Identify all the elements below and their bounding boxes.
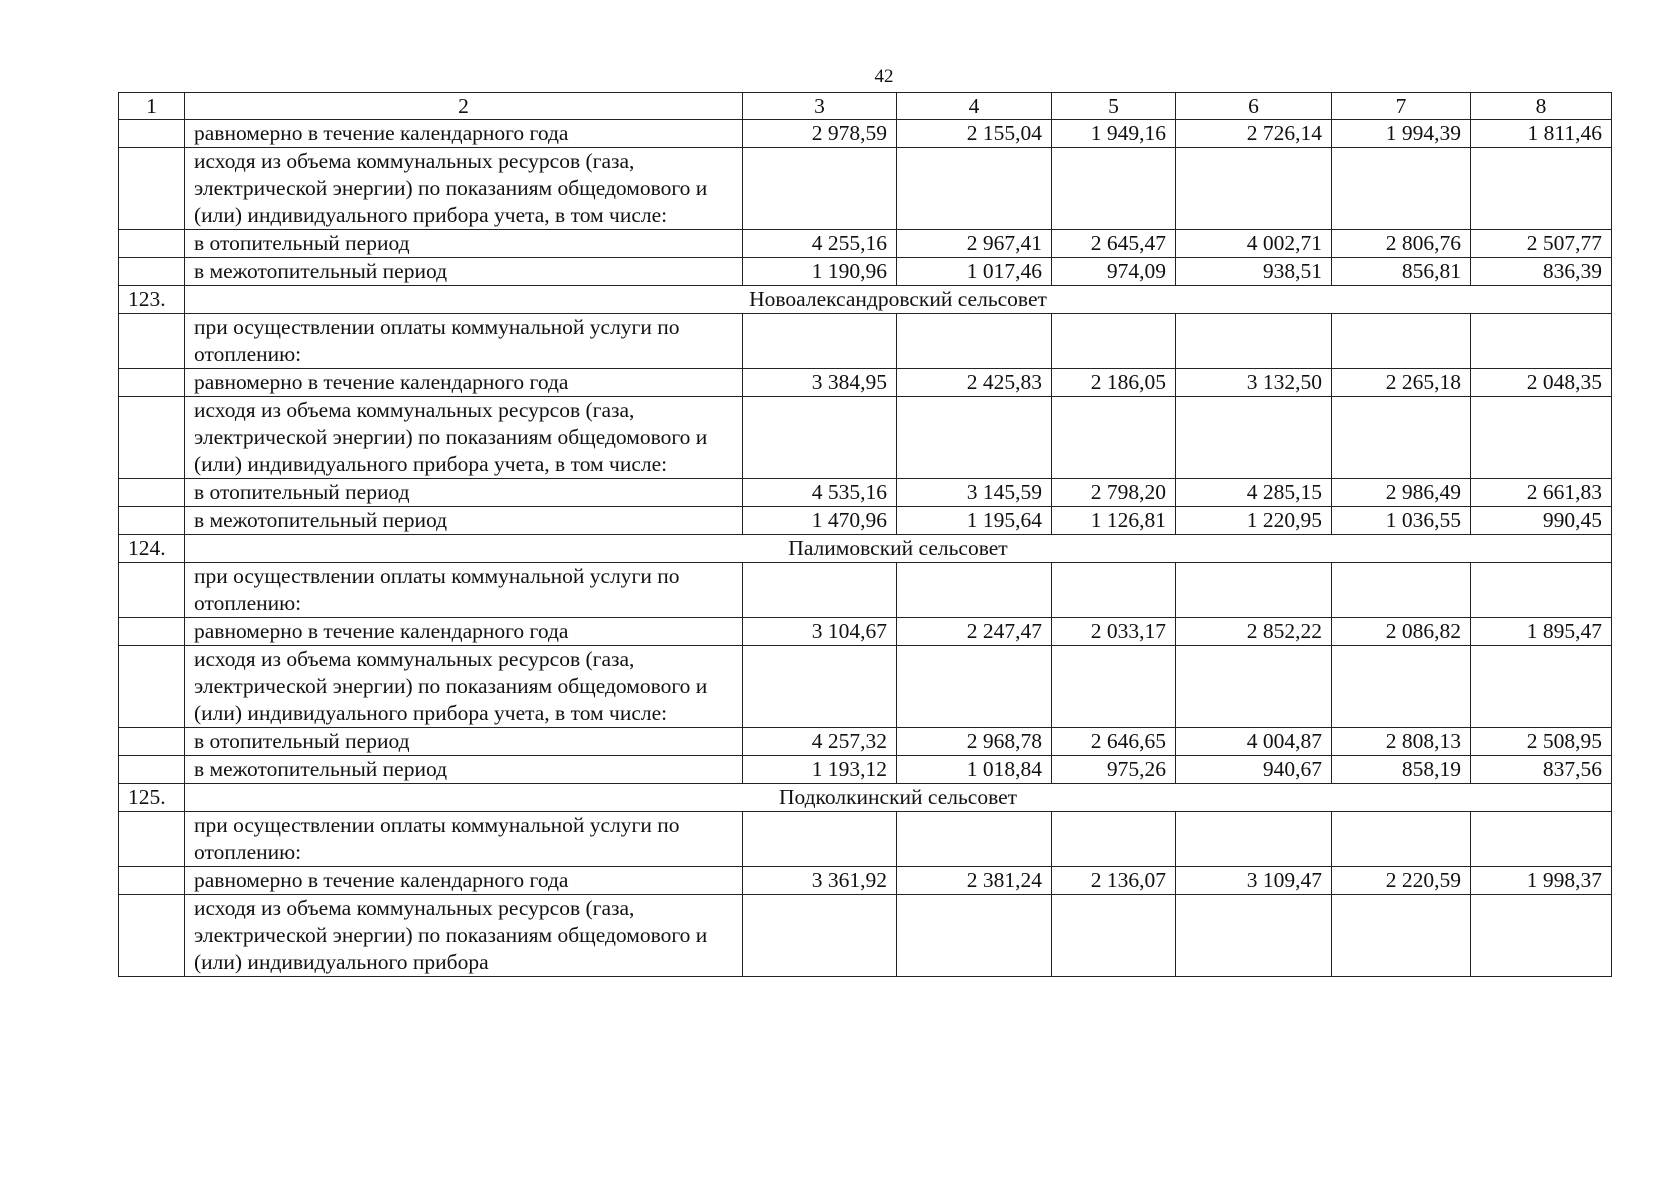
value-cell <box>743 397 897 479</box>
column-header: 2 <box>185 93 743 120</box>
table-row <box>119 397 1612 479</box>
value-cell: 1 994,39 <box>1332 120 1471 148</box>
section-number: 125. <box>119 784 185 812</box>
value-cell: 3 104,67 <box>743 618 897 646</box>
value-cell: 1 470,96 <box>743 507 897 535</box>
value-cell: 3 132,50 <box>1176 369 1332 397</box>
value-cell: 858,19 <box>1332 756 1471 784</box>
value-cell: 3 145,59 <box>897 479 1052 507</box>
column-header: 1 <box>119 93 185 120</box>
row-number-cell <box>119 895 185 977</box>
value-cell: 2 033,17 <box>1052 618 1176 646</box>
row-description: исходя из объема коммунальных ресурсов (газа, электрической энергии) по показаниям общедомового и (или) индивидуального прибора учета, в том числе: <box>185 148 743 230</box>
tariff-table <box>118 92 1612 977</box>
row-number-cell <box>119 728 185 756</box>
table-row <box>119 479 1612 507</box>
table-row <box>119 728 1612 756</box>
value-cell <box>1471 646 1612 728</box>
table-row <box>119 756 1612 784</box>
value-cell: 2 646,65 <box>1052 728 1176 756</box>
value-cell: 2 726,14 <box>1176 120 1332 148</box>
row-description: исходя из объема коммунальных ресурсов (газа, электрической энергии) по показаниям общедомового и (или) индивидуального прибора учета, в том числе: <box>185 646 743 728</box>
row-number-cell <box>119 230 185 258</box>
value-cell <box>1332 812 1471 867</box>
value-cell <box>743 812 897 867</box>
row-number-cell <box>119 258 185 286</box>
value-cell <box>1176 812 1332 867</box>
value-cell: 2 967,41 <box>897 230 1052 258</box>
value-cell <box>1471 148 1612 230</box>
value-cell: 2 265,18 <box>1332 369 1471 397</box>
value-cell: 2 978,59 <box>743 120 897 148</box>
value-cell <box>743 563 897 618</box>
row-description: равномерно в течение календарного года <box>185 369 743 397</box>
value-cell: 3 109,47 <box>1176 867 1332 895</box>
table-row <box>119 507 1612 535</box>
value-cell: 2 645,47 <box>1052 230 1176 258</box>
table-row <box>119 230 1612 258</box>
value-cell: 2 048,35 <box>1471 369 1612 397</box>
section-number: 123. <box>119 286 185 314</box>
value-cell <box>1332 563 1471 618</box>
value-cell <box>1471 314 1612 369</box>
value-cell: 2 507,77 <box>1471 230 1612 258</box>
value-cell <box>743 895 897 977</box>
value-cell: 4 285,15 <box>1176 479 1332 507</box>
table-row <box>119 895 1612 977</box>
value-cell <box>1176 646 1332 728</box>
row-number-cell <box>119 618 185 646</box>
table-row <box>119 867 1612 895</box>
value-cell: 2 806,76 <box>1332 230 1471 258</box>
value-cell <box>1471 812 1612 867</box>
value-cell <box>897 563 1052 618</box>
value-cell <box>1176 895 1332 977</box>
row-description: равномерно в течение календарного года <box>185 867 743 895</box>
row-number-cell <box>119 812 185 867</box>
value-cell <box>1332 314 1471 369</box>
column-header: 3 <box>743 93 897 120</box>
value-cell: 3 384,95 <box>743 369 897 397</box>
value-cell <box>897 646 1052 728</box>
value-cell: 975,26 <box>1052 756 1176 784</box>
value-cell: 2 968,78 <box>897 728 1052 756</box>
value-cell: 2 661,83 <box>1471 479 1612 507</box>
section-title: Палимовский сельсовет <box>185 535 1612 563</box>
section-number: 124. <box>119 535 185 563</box>
row-description: при осуществлении оплаты коммунальной услуги по отоплению: <box>185 812 743 867</box>
value-cell: 2 136,07 <box>1052 867 1176 895</box>
value-cell: 1 998,37 <box>1471 867 1612 895</box>
table-row <box>119 563 1612 618</box>
table-row <box>119 148 1612 230</box>
value-cell: 2 425,83 <box>897 369 1052 397</box>
value-cell: 2 086,82 <box>1332 618 1471 646</box>
row-description: исходя из объема коммунальных ресурсов (газа, электрической энергии) по показаниям общедомового и (или) индивидуального прибора учета, в том числе: <box>185 397 743 479</box>
row-number-cell <box>119 756 185 784</box>
value-cell: 1 190,96 <box>743 258 897 286</box>
value-cell: 4 002,71 <box>1176 230 1332 258</box>
value-cell <box>897 397 1052 479</box>
value-cell: 938,51 <box>1176 258 1332 286</box>
value-cell <box>1052 397 1176 479</box>
row-description: при осуществлении оплаты коммунальной услуги по отоплению: <box>185 563 743 618</box>
column-header: 8 <box>1471 93 1612 120</box>
value-cell <box>897 812 1052 867</box>
column-header: 6 <box>1176 93 1332 120</box>
value-cell: 2 808,13 <box>1332 728 1471 756</box>
value-cell: 1 193,12 <box>743 756 897 784</box>
table-row <box>119 618 1612 646</box>
row-description: в отопительный период <box>185 479 743 507</box>
value-cell: 1 036,55 <box>1332 507 1471 535</box>
row-number-cell <box>119 120 185 148</box>
value-cell: 2 852,22 <box>1176 618 1332 646</box>
row-description: в межотопительный период <box>185 756 743 784</box>
row-number-cell <box>119 563 185 618</box>
row-number-cell <box>119 314 185 369</box>
value-cell <box>1332 148 1471 230</box>
table-row <box>119 369 1612 397</box>
row-description: исходя из объема коммунальных ресурсов (газа, электрической энергии) по показаниям общедомового и (или) индивидуального прибора <box>185 895 743 977</box>
value-cell: 990,45 <box>1471 507 1612 535</box>
value-cell: 2 247,47 <box>897 618 1052 646</box>
value-cell <box>897 314 1052 369</box>
value-cell: 2 186,05 <box>1052 369 1176 397</box>
row-number-cell <box>119 369 185 397</box>
row-description: в отопительный период <box>185 230 743 258</box>
value-cell: 2 381,24 <box>897 867 1052 895</box>
section-row <box>119 784 1612 812</box>
row-description: в межотопительный период <box>185 507 743 535</box>
table-row <box>119 258 1612 286</box>
column-number-row <box>119 93 1612 120</box>
value-cell: 4 257,32 <box>743 728 897 756</box>
value-cell <box>743 314 897 369</box>
page-number: 42 <box>874 66 894 87</box>
value-cell <box>1176 148 1332 230</box>
table-row <box>119 812 1612 867</box>
row-number-cell <box>119 148 185 230</box>
section-title: Подколкинский сельсовет <box>185 784 1612 812</box>
section-row <box>119 535 1612 563</box>
value-cell: 1 195,64 <box>897 507 1052 535</box>
value-cell: 940,67 <box>1176 756 1332 784</box>
value-cell <box>1471 895 1612 977</box>
value-cell: 1 126,81 <box>1052 507 1176 535</box>
value-cell <box>1052 895 1176 977</box>
row-description: в межотопительный период <box>185 258 743 286</box>
value-cell <box>1176 314 1332 369</box>
row-description: при осуществлении оплаты коммунальной услуги по отоплению: <box>185 314 743 369</box>
column-header: 7 <box>1332 93 1471 120</box>
value-cell <box>897 895 1052 977</box>
value-cell: 837,56 <box>1471 756 1612 784</box>
section-title: Новоалександровский сельсовет <box>185 286 1612 314</box>
value-cell <box>897 148 1052 230</box>
value-cell: 2 508,95 <box>1471 728 1612 756</box>
value-cell: 2 220,59 <box>1332 867 1471 895</box>
section-row <box>119 286 1612 314</box>
value-cell <box>1052 812 1176 867</box>
value-cell: 3 361,92 <box>743 867 897 895</box>
table-row <box>119 646 1612 728</box>
value-cell <box>743 646 897 728</box>
value-cell: 1 220,95 <box>1176 507 1332 535</box>
value-cell <box>1176 563 1332 618</box>
value-cell: 2 155,04 <box>897 120 1052 148</box>
value-cell <box>1332 895 1471 977</box>
row-number-cell <box>119 646 185 728</box>
value-cell: 4 004,87 <box>1176 728 1332 756</box>
row-description: в отопительный период <box>185 728 743 756</box>
table-row <box>119 120 1612 148</box>
value-cell: 2 798,20 <box>1052 479 1176 507</box>
value-cell: 1 018,84 <box>897 756 1052 784</box>
value-cell: 1 811,46 <box>1471 120 1612 148</box>
value-cell: 1 017,46 <box>897 258 1052 286</box>
value-cell <box>743 148 897 230</box>
row-description: равномерно в течение календарного года <box>185 120 743 148</box>
value-cell: 1 949,16 <box>1052 120 1176 148</box>
value-cell <box>1176 397 1332 479</box>
value-cell <box>1471 397 1612 479</box>
value-cell: 4 255,16 <box>743 230 897 258</box>
value-cell <box>1052 563 1176 618</box>
table-row <box>119 314 1612 369</box>
value-cell <box>1471 563 1612 618</box>
value-cell: 1 895,47 <box>1471 618 1612 646</box>
column-header: 5 <box>1052 93 1176 120</box>
value-cell <box>1052 148 1176 230</box>
value-cell <box>1052 314 1176 369</box>
value-cell <box>1332 646 1471 728</box>
row-number-cell <box>119 479 185 507</box>
value-cell: 974,09 <box>1052 258 1176 286</box>
value-cell: 836,39 <box>1471 258 1612 286</box>
row-description: равномерно в течение календарного года <box>185 618 743 646</box>
value-cell: 4 535,16 <box>743 479 897 507</box>
row-number-cell <box>119 867 185 895</box>
row-number-cell <box>119 507 185 535</box>
value-cell: 856,81 <box>1332 258 1471 286</box>
value-cell <box>1332 397 1471 479</box>
value-cell <box>1052 646 1176 728</box>
row-number-cell <box>119 397 185 479</box>
table-body <box>119 93 1612 977</box>
value-cell: 2 986,49 <box>1332 479 1471 507</box>
column-header: 4 <box>897 93 1052 120</box>
